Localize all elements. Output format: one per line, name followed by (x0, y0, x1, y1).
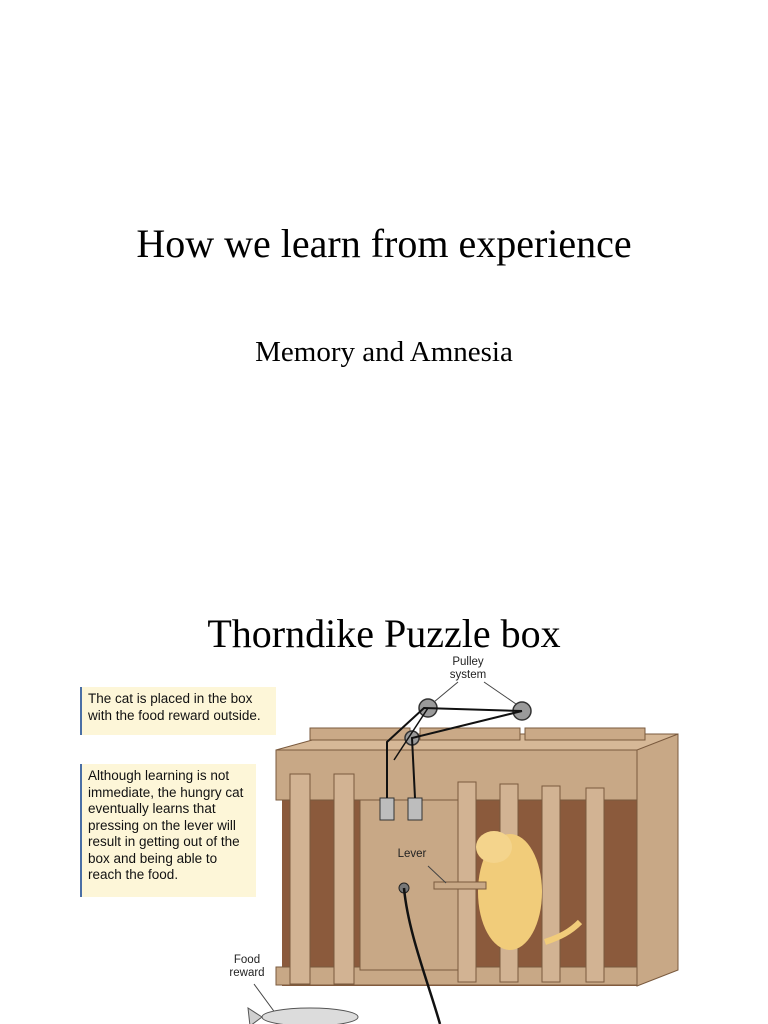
slide-title-puzzle-box: Thorndike Puzzle box (207, 611, 561, 656)
label-food-line2: reward (229, 967, 265, 979)
label-pulley-system (438, 656, 498, 682)
page-title: How we learn from experience (136, 221, 632, 266)
label-food-reward (222, 954, 272, 980)
slide-puzzle-box (0, 512, 768, 1024)
page-subtitle: Memory and Amnesia (255, 336, 513, 368)
callout-learning: Although learning is not immediate, the hungry cat eventually learns that pressing on the lever will result in getting out of the box and being able to reach the food. (80, 764, 256, 897)
callout-cat-placed: The cat is placed in the box with the food reward outside. (80, 687, 276, 735)
label-lever: Lever (397, 848, 427, 860)
label-food-line1: Food (233, 954, 261, 966)
label-pulley-line1: Pulley (452, 656, 484, 668)
label-pulley-line2: system (449, 669, 487, 681)
